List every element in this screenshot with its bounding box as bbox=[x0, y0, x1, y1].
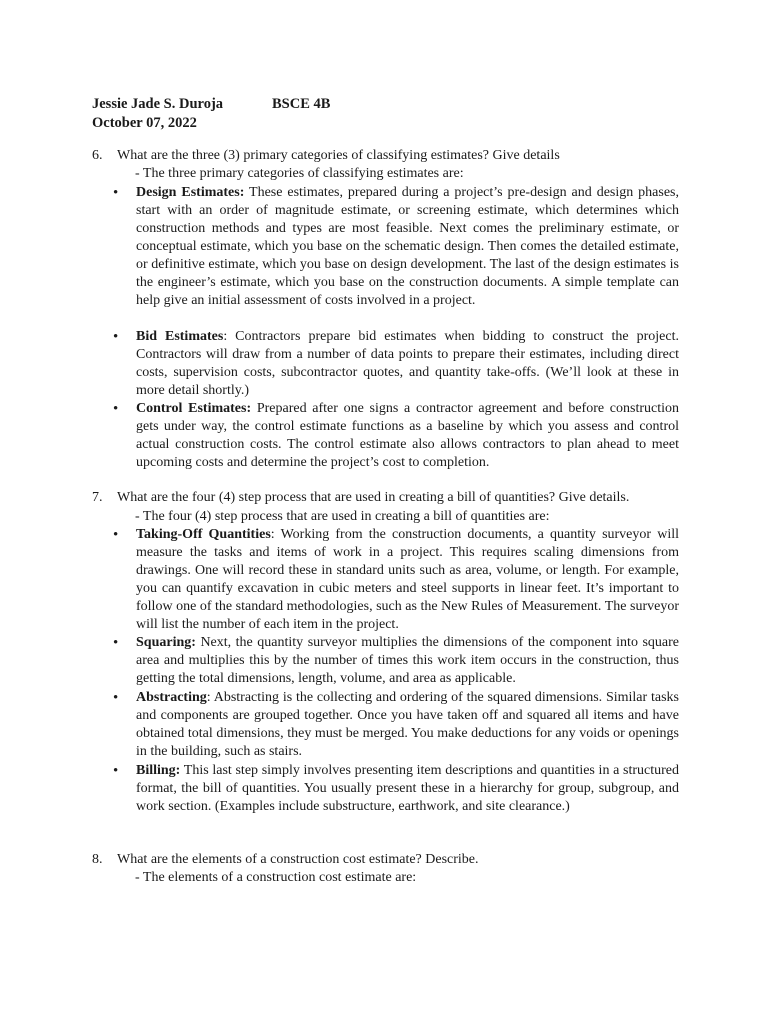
item-term: Design Estimates: bbox=[136, 185, 245, 200]
item-body: Prepared after one signs a contractor agreement and before construction gets under way, the control estimate functions as a baseline by which you assess and control actual construction costs. The control estimate also allows contractors to plan ahead to meet upcoming costs and determine the project’s cost to completion. bbox=[136, 401, 679, 470]
bullet-icon: • bbox=[113, 329, 119, 345]
question-text: What are the elements of a construction cost estimate? Describe. bbox=[117, 852, 479, 867]
course-section: BSCE 4B bbox=[272, 96, 331, 112]
item-body: : Abstracting is the collecting and ordering of the squared dimensions. Similar tasks and components are grouped together. Once you have taken off and squared all items and have obtained total dimensions, they must be merged. You make deductions for any voids or openings in the building, such as stairs. bbox=[136, 690, 679, 759]
item-term: Billing: bbox=[136, 763, 181, 778]
item-term: Abstracting bbox=[136, 690, 207, 705]
question-number: 8. bbox=[92, 852, 103, 867]
student-name: Jessie Jade S. Duroja bbox=[92, 96, 224, 112]
question-number: 6. bbox=[92, 148, 103, 163]
list-item bbox=[113, 328, 679, 400]
student-name-line bbox=[92, 94, 331, 114]
list-item bbox=[113, 689, 679, 761]
item-body: : Working from the construction documents, a quantity surveyor will measure the tasks and items of work in a project. This requires scaling dimensions from drawings. One will record these in standard units such as area, volume, or length. For example, you can quantify excavation in cubic meters and steel supports in linear feet. It’s important to follow one of the standard methodologies, such as the New Rules of Measurement. The surveyor will list the number of each item in the project. bbox=[136, 527, 679, 632]
list-item bbox=[113, 526, 679, 634]
item-body: : Contractors prepare bid estimates when bidding to construct the project. Contractors will draw from a number of data points to prepare their estimates, including direct costs, supervision costs, subcontractor quotes, and quantity take-offs. (We’ll look at these in more detail shortly.) bbox=[136, 329, 679, 398]
item-term: Control Estimates: bbox=[136, 401, 252, 416]
list-item bbox=[113, 400, 679, 472]
bullet-icon: • bbox=[113, 527, 119, 543]
item-term: Taking-Off Quantities bbox=[136, 527, 271, 542]
item-body: These estimates, prepared during a project’s pre-design and design phases, start with an order of magnitude estimate, or screening estimate, which determines which construction methods and types are most feasible. Next comes the preliminary estimate, or conceptual estimate, which you base on the schematic design. Then comes the detailed estimate, or definitive estimate, which you base on design development. The last of the design estimates is the engineer’s estimate, which you base on the construction documents. A simple template can help give an initial assessment of costs involved in a project. bbox=[136, 185, 679, 308]
list-item bbox=[113, 634, 679, 688]
bullet-icon: • bbox=[113, 635, 119, 651]
answer-intro: - The elements of a construction cost estimate are: bbox=[135, 870, 417, 885]
question-number: 7. bbox=[92, 490, 103, 505]
answer-intro: - The four (4) step process that are used in creating a bill of quantities are: bbox=[135, 509, 550, 524]
item-body: This last step simply involves presenting item descriptions and quantities in a structured format, the bill of quantities. You usually present these in a hierarchy for group, subgroup, and work section. (Examples include substructure, earthwork, and site clearance.) bbox=[136, 763, 679, 814]
answer-intro: - The three primary categories of classifying estimates are: bbox=[135, 166, 464, 181]
bullet-icon: • bbox=[113, 763, 119, 779]
item-term: Squaring: bbox=[136, 635, 196, 650]
bullet-icon: • bbox=[113, 185, 119, 201]
list-item bbox=[113, 184, 679, 310]
item-term: Bid Estimates bbox=[136, 329, 224, 344]
item-body: Next, the quantity surveyor multiplies the dimensions of the component into square area and multiplies this by the number of times this work item occurs in the construction, thus getting the total dimensions, length, volume, and area as applicable. bbox=[136, 635, 679, 686]
date: October 07, 2022 bbox=[92, 115, 197, 131]
question-text: What are the four (4) step process that are used in creating a bill of quantities? Give details. bbox=[117, 490, 630, 505]
list-item bbox=[113, 762, 679, 816]
bullet-icon: • bbox=[113, 401, 119, 417]
bullet-icon: • bbox=[113, 690, 119, 706]
question-text: What are the three (3) primary categories of classifying estimates? Give details bbox=[117, 148, 560, 163]
